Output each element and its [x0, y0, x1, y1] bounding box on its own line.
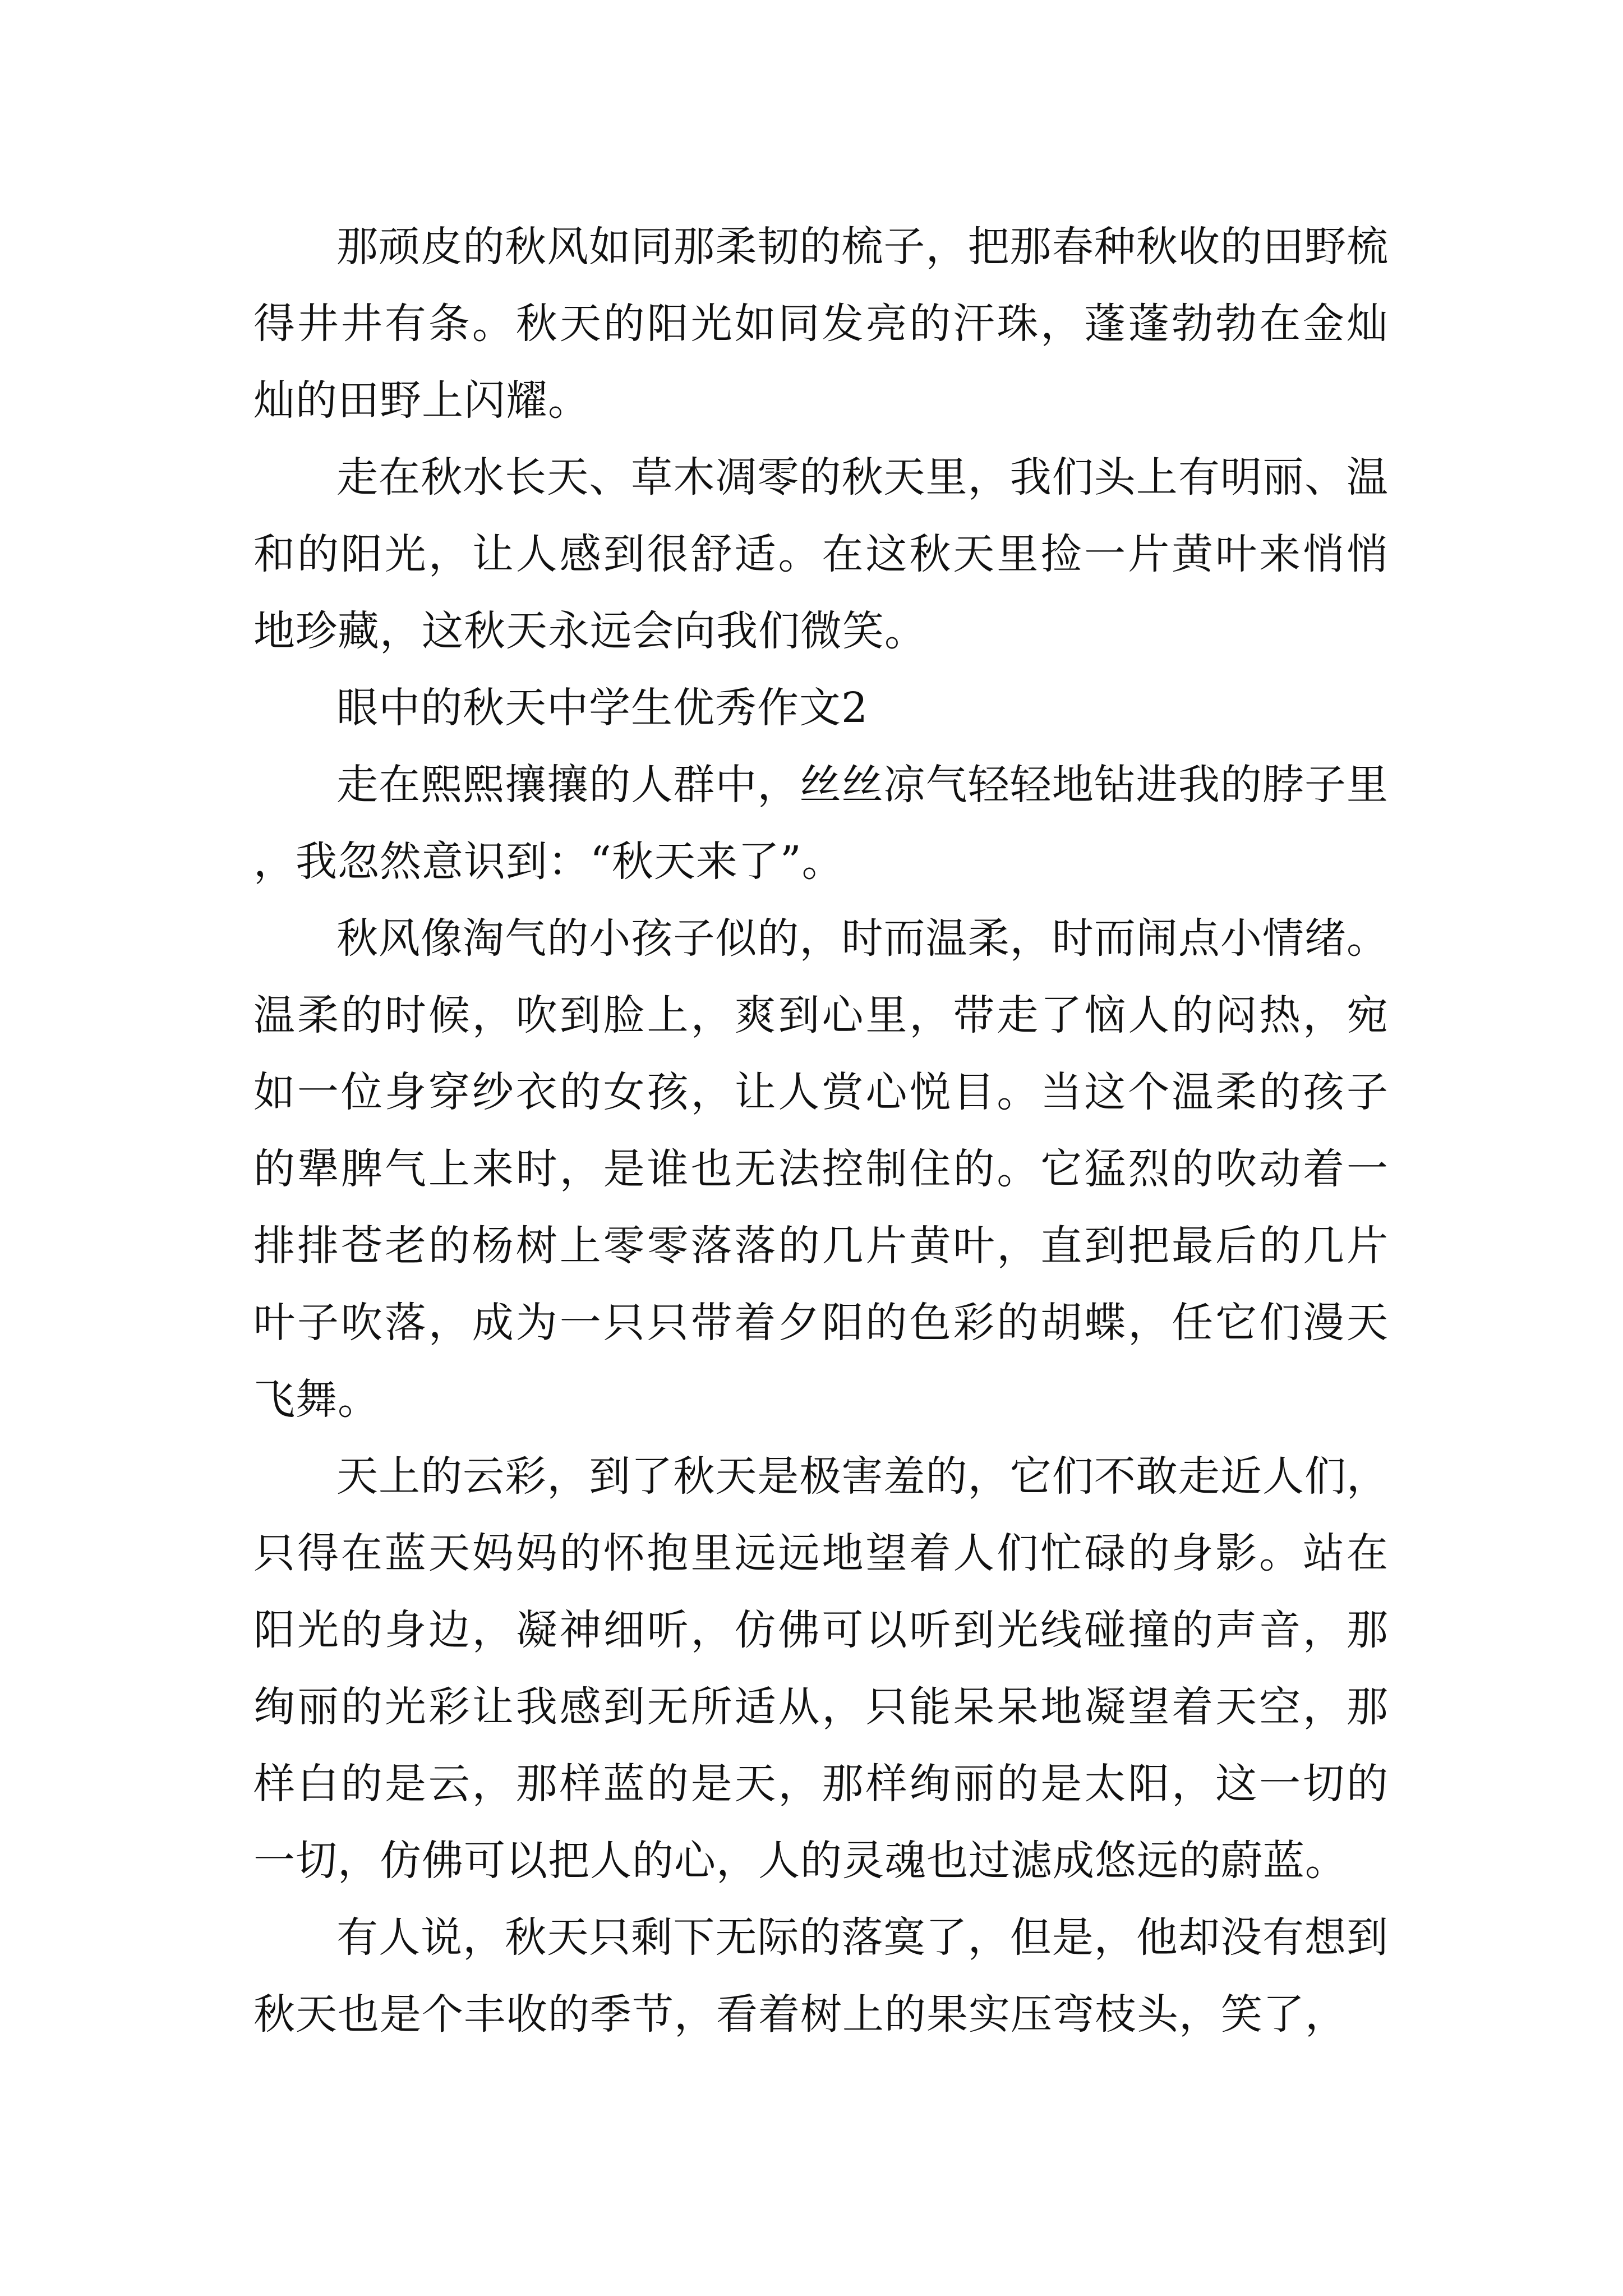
paragraph-3: 走在熙熙攘攘的人群中，丝丝凉气轻轻地钻进我的脖子里，我忽然意识到：“秋天来了”。 [253, 761, 1389, 886]
paragraph-2: 走在秋水长天、草木凋零的秋天里，我们头上有明丽、温和的阳光，让人感到很舒适。在这秋天里捡一片黄叶来悄悄地珍藏，这秋天永远会向我们微笑。 [253, 453, 1389, 655]
essay-body [253, 209, 1389, 2053]
paragraph-1: 那顽皮的秋风如同那柔韧的梳子，把那春种秋收的田野梳得井井有条。秋天的阳光如同发亮的汗珠，蓬蓬勃勃在金灿灿的田野上闪耀。 [253, 223, 1389, 425]
essay-title: 眼中的秋天中学生优秀作文2 [336, 684, 869, 732]
paragraph-6: 有人说，秋天只剩下无际的落寞了，但是，他却没有想到秋天也是个丰收的季节，看着树上的果实压弯枝头，笑了， [253, 1913, 1389, 2039]
paragraph-5: 天上的云彩，到了秋天是极害羞的，它们不敢走近人们，只得在蓝天妈妈的怀抱里远远地望着人们忙碌的身影。站在阳光的身边，凝神细听，仿佛可以听到光线碰撞的声音，那绚丽的光彩让我感到无所适从，只能呆呆地凝望着天空，那样白的是云，那样蓝的是天，那样绚丽的是太阳，这一切的一切，仿佛可以把人的心，人的灵魂也过滤成悠远的蔚蓝。 [253, 1452, 1389, 1885]
paragraph-4: 秋风像淘气的小孩子似的，时而温柔，时而闹点小情绪。温柔的时候，吹到脸上，爽到心里，带走了恼人的闷热，宛如一位身穿纱衣的女孩，让人赏心悦目。当这个温柔的孩子的犟脾气上来时，是谁也无法控制住的。它猛烈的吹动着一排排苍老的杨树上零零落落的几片黄叶，直到把最后的几片叶子吹落，成为一只只带着夕阳的色彩的胡蝶，任它们漫天飞舞。 [253, 914, 1389, 1424]
